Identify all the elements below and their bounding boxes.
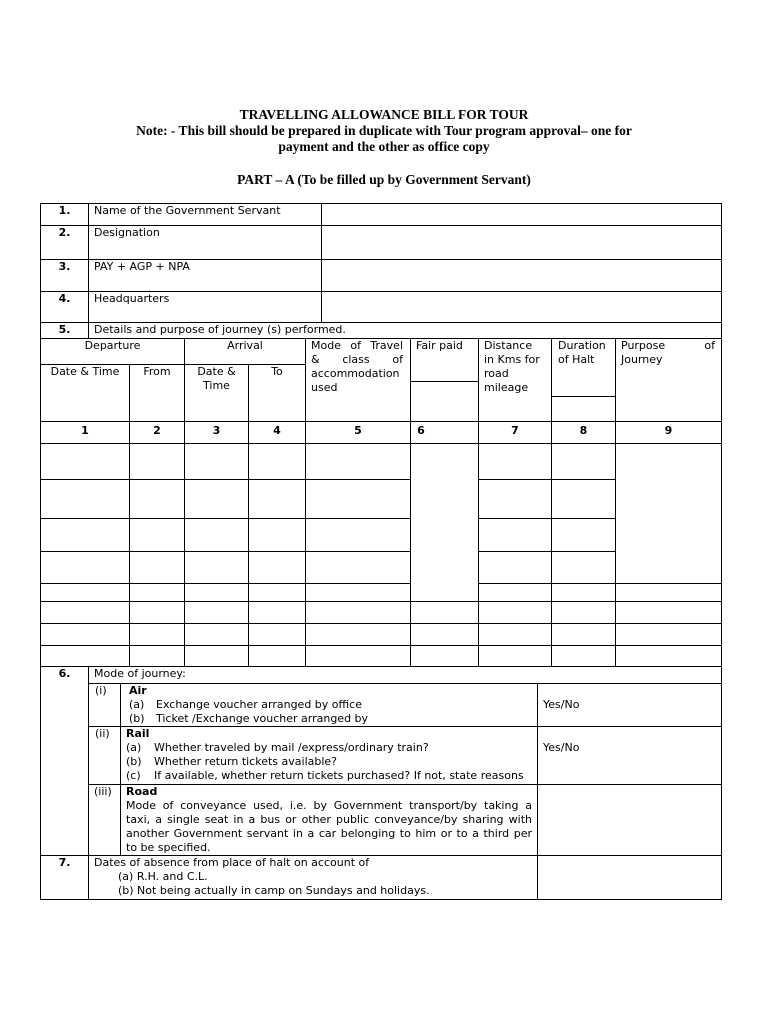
note-line-2: payment and the other as office copy: [278, 139, 490, 154]
field-3-label: PAY + AGP + NPA: [94, 260, 190, 273]
duration-header-1: Duration: [558, 339, 606, 352]
mode-travel-header-2: & class of: [311, 353, 403, 366]
distance-header-3: road: [484, 367, 509, 380]
field-5-label: Details and purpose of journey (s) performed.: [94, 323, 346, 336]
absence-item-a: (a) R.H. and C.L.: [118, 870, 208, 883]
rail-b-label: (b): [126, 755, 142, 768]
field-6-number: 6.: [58, 667, 71, 680]
air-number: (i): [95, 684, 107, 697]
duration-header-2: of Halt: [558, 353, 595, 366]
distance-header-1: Distance: [484, 339, 533, 352]
field-4-label: Headquarters: [94, 292, 170, 305]
arrival-date-header: Date &: [197, 365, 236, 378]
departure-from-header: From: [143, 365, 171, 378]
rail-number: (ii): [95, 727, 110, 740]
rail-c-label: (c): [126, 769, 141, 782]
absence-label: Dates of absence from place of halt on account of: [94, 856, 370, 869]
field-1-number: 1.: [58, 204, 71, 217]
absence-item-b: (b) Not being actually in camp on Sundays and holidays.: [118, 884, 430, 897]
road-text-line-2: taxi, a single seat in a bus or other public conveyance/by sharing with: [126, 813, 532, 826]
mode-of-journey-label: Mode of journey:: [94, 667, 186, 680]
distance-header-4: mileage: [484, 381, 529, 394]
arrival-to-header: To: [271, 365, 283, 378]
road-text-line-1: Mode of conveyance used, i.e. by Government transport/by taking a: [126, 799, 532, 812]
arrival-header: Arrival: [227, 339, 263, 352]
column-number: 4: [273, 424, 281, 437]
rail-a-label: (a): [126, 741, 142, 754]
departure-date-time-header: Date & Time: [50, 365, 120, 378]
field-5-number: 5.: [58, 323, 71, 336]
column-number: 3: [212, 424, 221, 437]
purpose-header-2: Journey: [621, 353, 663, 366]
purpose-header-1: Purpose of: [621, 339, 715, 352]
field-1-label: Name of the Government Servant: [94, 204, 281, 217]
rail-answer: Yes/No: [543, 741, 580, 754]
air-title: Air: [129, 684, 147, 697]
road-number: (iii): [94, 785, 112, 798]
air-a-label: (a): [129, 698, 145, 711]
fair-paid-header: Fair paid: [416, 339, 463, 352]
road-text-line-4: to be specified.: [126, 841, 211, 854]
rail-c-text: If available, whether return tickets purchased? If not, state reasons: [154, 769, 524, 782]
arrival-time-header: Time: [203, 379, 230, 392]
air-answer: Yes/No: [543, 698, 580, 711]
mode-travel-header-3: accommodation: [311, 367, 400, 380]
field-2-number: 2.: [58, 226, 71, 239]
rail-a-text: Whether traveled by mail /express/ordinary train?: [154, 741, 429, 754]
column-number: 1: [81, 424, 89, 437]
column-number: 5: [354, 424, 362, 437]
field-2-label: Designation: [94, 226, 160, 239]
column-number: 9: [664, 424, 673, 437]
air-a-text: Exchange voucher arranged by office: [156, 698, 362, 711]
road-text-line-3: another Government servant in a car belonging to him or to a third per: [126, 827, 532, 840]
mode-travel-header-4: used: [311, 381, 338, 394]
distance-header-2: in Kms for: [484, 353, 540, 366]
mode-travel-header-1: Mode of Travel: [311, 339, 403, 352]
column-number: 8: [579, 424, 588, 437]
column-number: 6: [417, 424, 425, 437]
field-4-number: 4.: [58, 292, 71, 305]
column-number: 2: [153, 424, 161, 437]
rail-b-text: Whether return tickets available?: [154, 755, 338, 768]
field-7-number: 7.: [58, 856, 71, 869]
departure-header: Departure: [84, 339, 141, 352]
note-line-1: Note: - This bill should be prepared in duplicate with Tour program approval– one for: [136, 123, 632, 138]
form-title: TRAVELLING ALLOWANCE BILL FOR TOUR: [239, 107, 529, 122]
air-b-text: Ticket /Exchange voucher arranged by: [156, 712, 369, 725]
air-b-label: (b): [129, 712, 145, 725]
road-title: Road: [126, 785, 158, 798]
part-a-heading: PART – A (To be filled up by Government Servant): [237, 172, 531, 187]
column-number: 7: [511, 424, 519, 437]
field-3-number: 3.: [58, 260, 71, 273]
rail-title: Rail: [126, 727, 150, 740]
